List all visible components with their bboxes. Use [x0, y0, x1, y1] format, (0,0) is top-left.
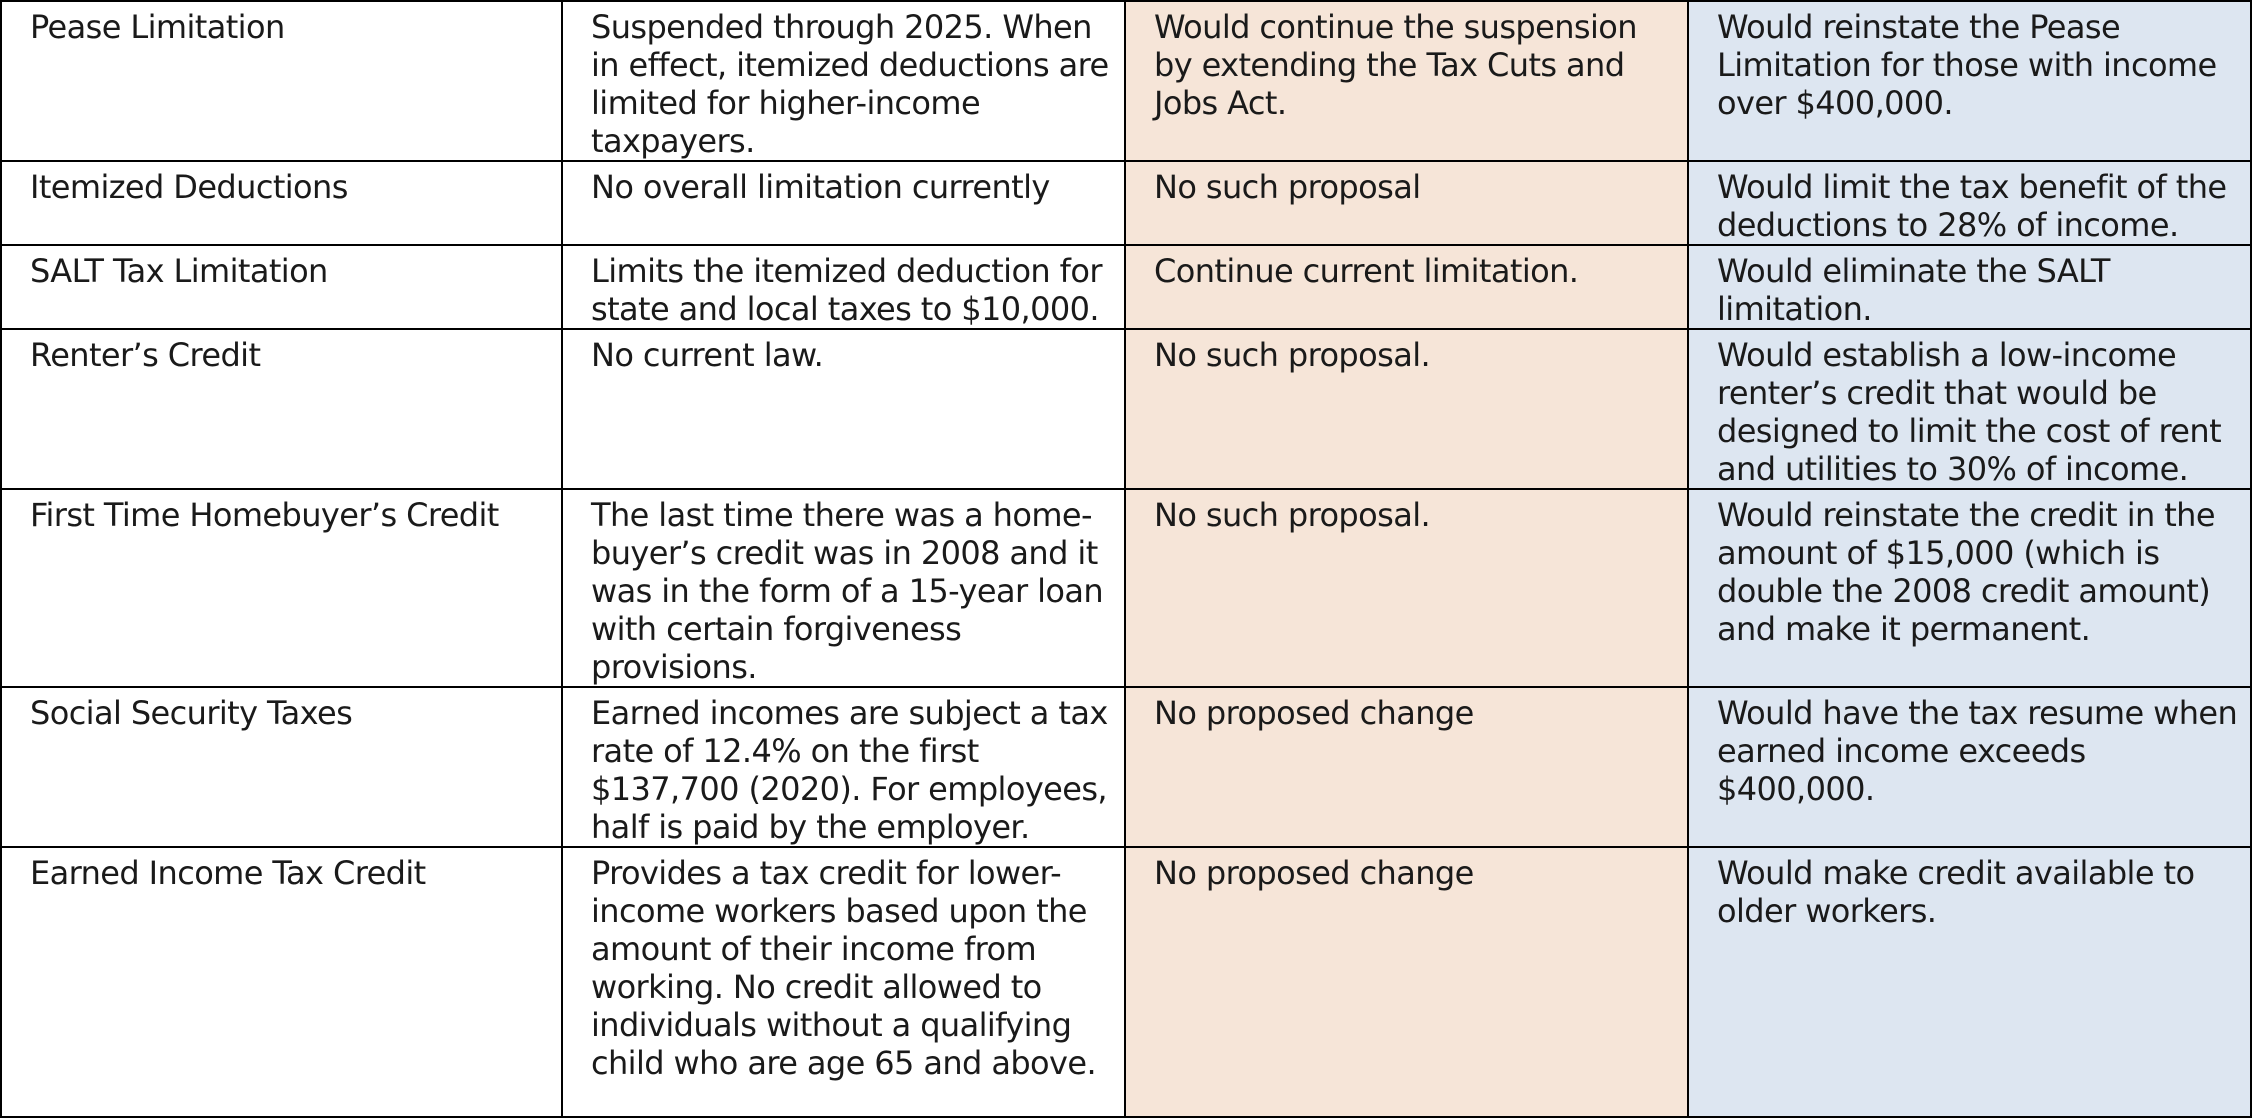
current-law-cell: Provides a tax credit for lower-income workers based upon the amount of their income from working. No credit allowed to individuals without a qualifying child who are age 65 and above. — [562, 847, 1125, 1117]
table-row-pease-limitation — [1, 1, 2251, 161]
current-law-cell: No overall limitation currently — [562, 161, 1125, 245]
current-law-cell: Earned incomes are subject a tax rate of 12.4% on the first $137,700 (2020). For employees, half is paid by the employer. — [562, 687, 1125, 847]
current-law-cell: Limits the itemized deduction for state and local taxes to $10,000. — [562, 245, 1125, 329]
row-item-label: Social Security Taxes — [1, 687, 562, 847]
trump-proposal-cell: No such proposal — [1125, 161, 1688, 245]
table-row-renters-credit — [1, 329, 2251, 489]
biden-proposal-cell: Would limit the tax benefit of the deductions to 28% of income. — [1688, 161, 2251, 245]
trump-proposal-cell: No proposed change — [1125, 847, 1688, 1117]
biden-proposal-cell: Would reinstate the Pease Limitation for those with income over $400,000. — [1688, 1, 2251, 161]
table-row-earned-income-tax-credit — [1, 847, 2251, 1117]
row-item-label: Itemized Deductions — [1, 161, 562, 245]
trump-proposal-cell: Would continue the suspension by extending the Tax Cuts and Jobs Act. — [1125, 1, 1688, 161]
trump-proposal-cell: No such proposal. — [1125, 329, 1688, 489]
table-row-salt-tax-limitation — [1, 245, 2251, 329]
row-item-label: SALT Tax Limitation — [1, 245, 562, 329]
row-item-label: Renter’s Credit — [1, 329, 562, 489]
row-item-label: Pease Limitation — [1, 1, 562, 161]
row-item-label: First Time Homebuyer’s Credit — [1, 489, 562, 687]
biden-proposal-cell: Would have the tax resume when earned income exceeds $400,000. — [1688, 687, 2251, 847]
current-law-cell: Suspended through 2025. When in effect, itemized deductions are limited for higher-income taxpayers. — [562, 1, 1125, 161]
trump-proposal-cell: No such proposal. — [1125, 489, 1688, 687]
biden-proposal-cell: Would make credit available to older workers. — [1688, 847, 2251, 1117]
current-law-cell: The last time there was a home-buyer’s credit was in 2008 and it was in the form of a 15-year loan with certain forgiveness provisions. — [562, 489, 1125, 687]
biden-proposal-cell: Would establish a low-income renter’s credit that would be designed to limit the cost of rent and utilities to 30% of income. — [1688, 329, 2251, 489]
biden-proposal-cell: Would eliminate the SALT limitation. — [1688, 245, 2251, 329]
row-item-label: Earned Income Tax Credit — [1, 847, 562, 1117]
trump-proposal-cell: No proposed change — [1125, 687, 1688, 847]
table-row-itemized-deductions — [1, 161, 2251, 245]
table-row-first-time-homebuyers-credit — [1, 489, 2251, 687]
table-row-social-security-taxes — [1, 687, 2251, 847]
trump-proposal-cell: Continue current limitation. — [1125, 245, 1688, 329]
current-law-cell: No current law. — [562, 329, 1125, 489]
biden-proposal-cell: Would reinstate the credit in the amount of $15,000 (which is double the 2008 credit amount) and make it permanent. — [1688, 489, 2251, 687]
